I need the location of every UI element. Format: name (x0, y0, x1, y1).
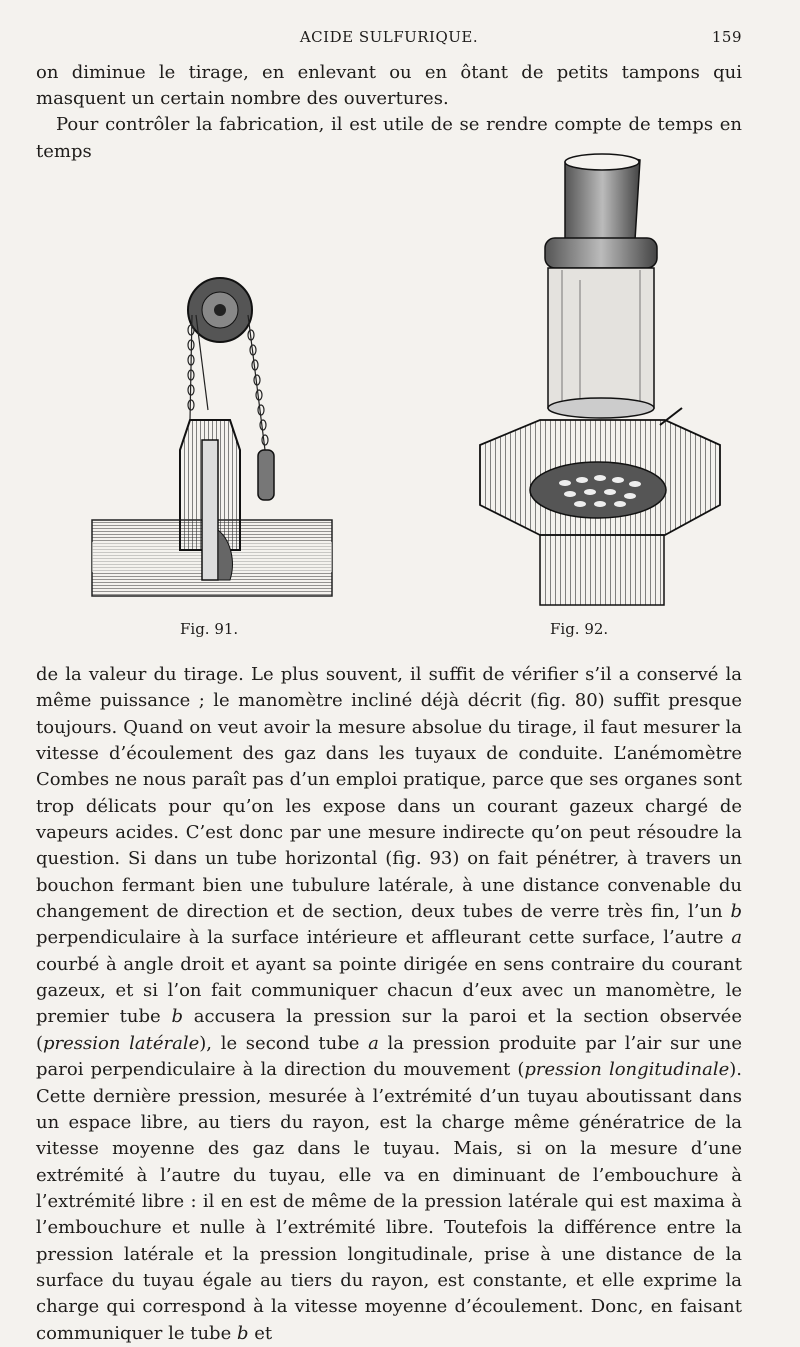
text-segment: la pression produite par l’air sur une paroi perpendiculaire à la direction du mouvement ( (36, 1032, 742, 1081)
page-number: 159 (711, 28, 742, 46)
text-segment: et (254, 1322, 273, 1344)
fig91-illustration (80, 150, 340, 610)
text-segment: ). Cette dernière pression, mesurée à l’extrémité d’un tuyau aboutissant dans un espace libre, au tiers du rayon, est la charge même génératrice de la vitesse moyenne des gaz dans le tuyau. Mais, si on la mesure d’une extrémité à l’autre du tuyau, elle va en diminuant de l’embouchure à l’extrémité libre : il en est de même de la pression latérale qui est maxima à l’embouchure et nulle à l’extrémité libre. Toutefois la différence entre la pression latérale et la pression longitudinale, prise à une distance de la surface du tuyau égale au tiers du rayon, est constante, et elle exprime la charge qui correspond à la vitesse moyenne d’écoulement. Donc, en faisant communiquer le tube (36, 1059, 742, 1344)
running-title: ACIDE SULFURIQUE. (299, 28, 479, 46)
fig92-caption: Fig. 92. (550, 620, 609, 638)
text-segment: courbé à angle droit et ayant sa pointe dirigée en sens contraire du courant gazeux, et si l’on fait communiquer chacun d’eux avec un manomètre, le premier tube (36, 953, 742, 1028)
paragraph-control: Pour contrôler la fabrication, il est utile de se rendre compte de temps en temps (36, 114, 742, 162)
running-head (36, 28, 742, 52)
variable-a: a (731, 927, 742, 949)
text-segment: accusera la pression sur la paroi et la section observée ( (36, 1006, 742, 1054)
variable-b: b (236, 1322, 249, 1344)
term-pression-longitudinale: pression longitudinale (524, 1059, 730, 1081)
body-paragraph (36, 662, 742, 1347)
variable-b: b (171, 1006, 183, 1028)
fig91-caption: Fig. 91. (180, 620, 239, 638)
figure-area (80, 150, 740, 640)
text-segment: de la valeur du tirage. Le plus souvent, il suffit de vérifier s’il a conservé la même puissance ; le manomètre incliné déjà décrit (fig. 80) suffit presque toujours. Quand on veut avoir la mesure absolue du tirage, il faut mesurer la vitesse d’écoulement des gaz dans les tuyaux de conduite. L’anémomètre Combes ne nous paraît pas d’un emploi pratique, parce que ses organes sont trop délicats pour qu’on les expose dans un courant gazeux chargé de vapeurs acides. C’est donc par une mesure indirecte qu’on peut résoudre la question. Si dans un tube horizontal (fig. 93) on fait pénétrer, à travers un bouchon fermant bien une tubulure latérale, à une distance convenable du changement de direction et de section, deux tubes de verre très fin, l’un (36, 664, 742, 923)
variable-a: a (368, 1032, 379, 1054)
fig92-illustration (470, 150, 730, 610)
variable-b: b (730, 901, 742, 923)
body-text (36, 662, 742, 1347)
text-segment: ), le second tube (199, 1032, 360, 1054)
term-pression-laterale: pression latérale (43, 1032, 200, 1054)
text-segment: perpendiculaire à la surface intérieure et affleurant cette surface, l’autre (36, 927, 724, 949)
paragraph-continuation: on diminue le tirage, en enlevant ou en ôtant de petits tampons qui masquent un certain nombre des ouvertures. (36, 62, 742, 110)
